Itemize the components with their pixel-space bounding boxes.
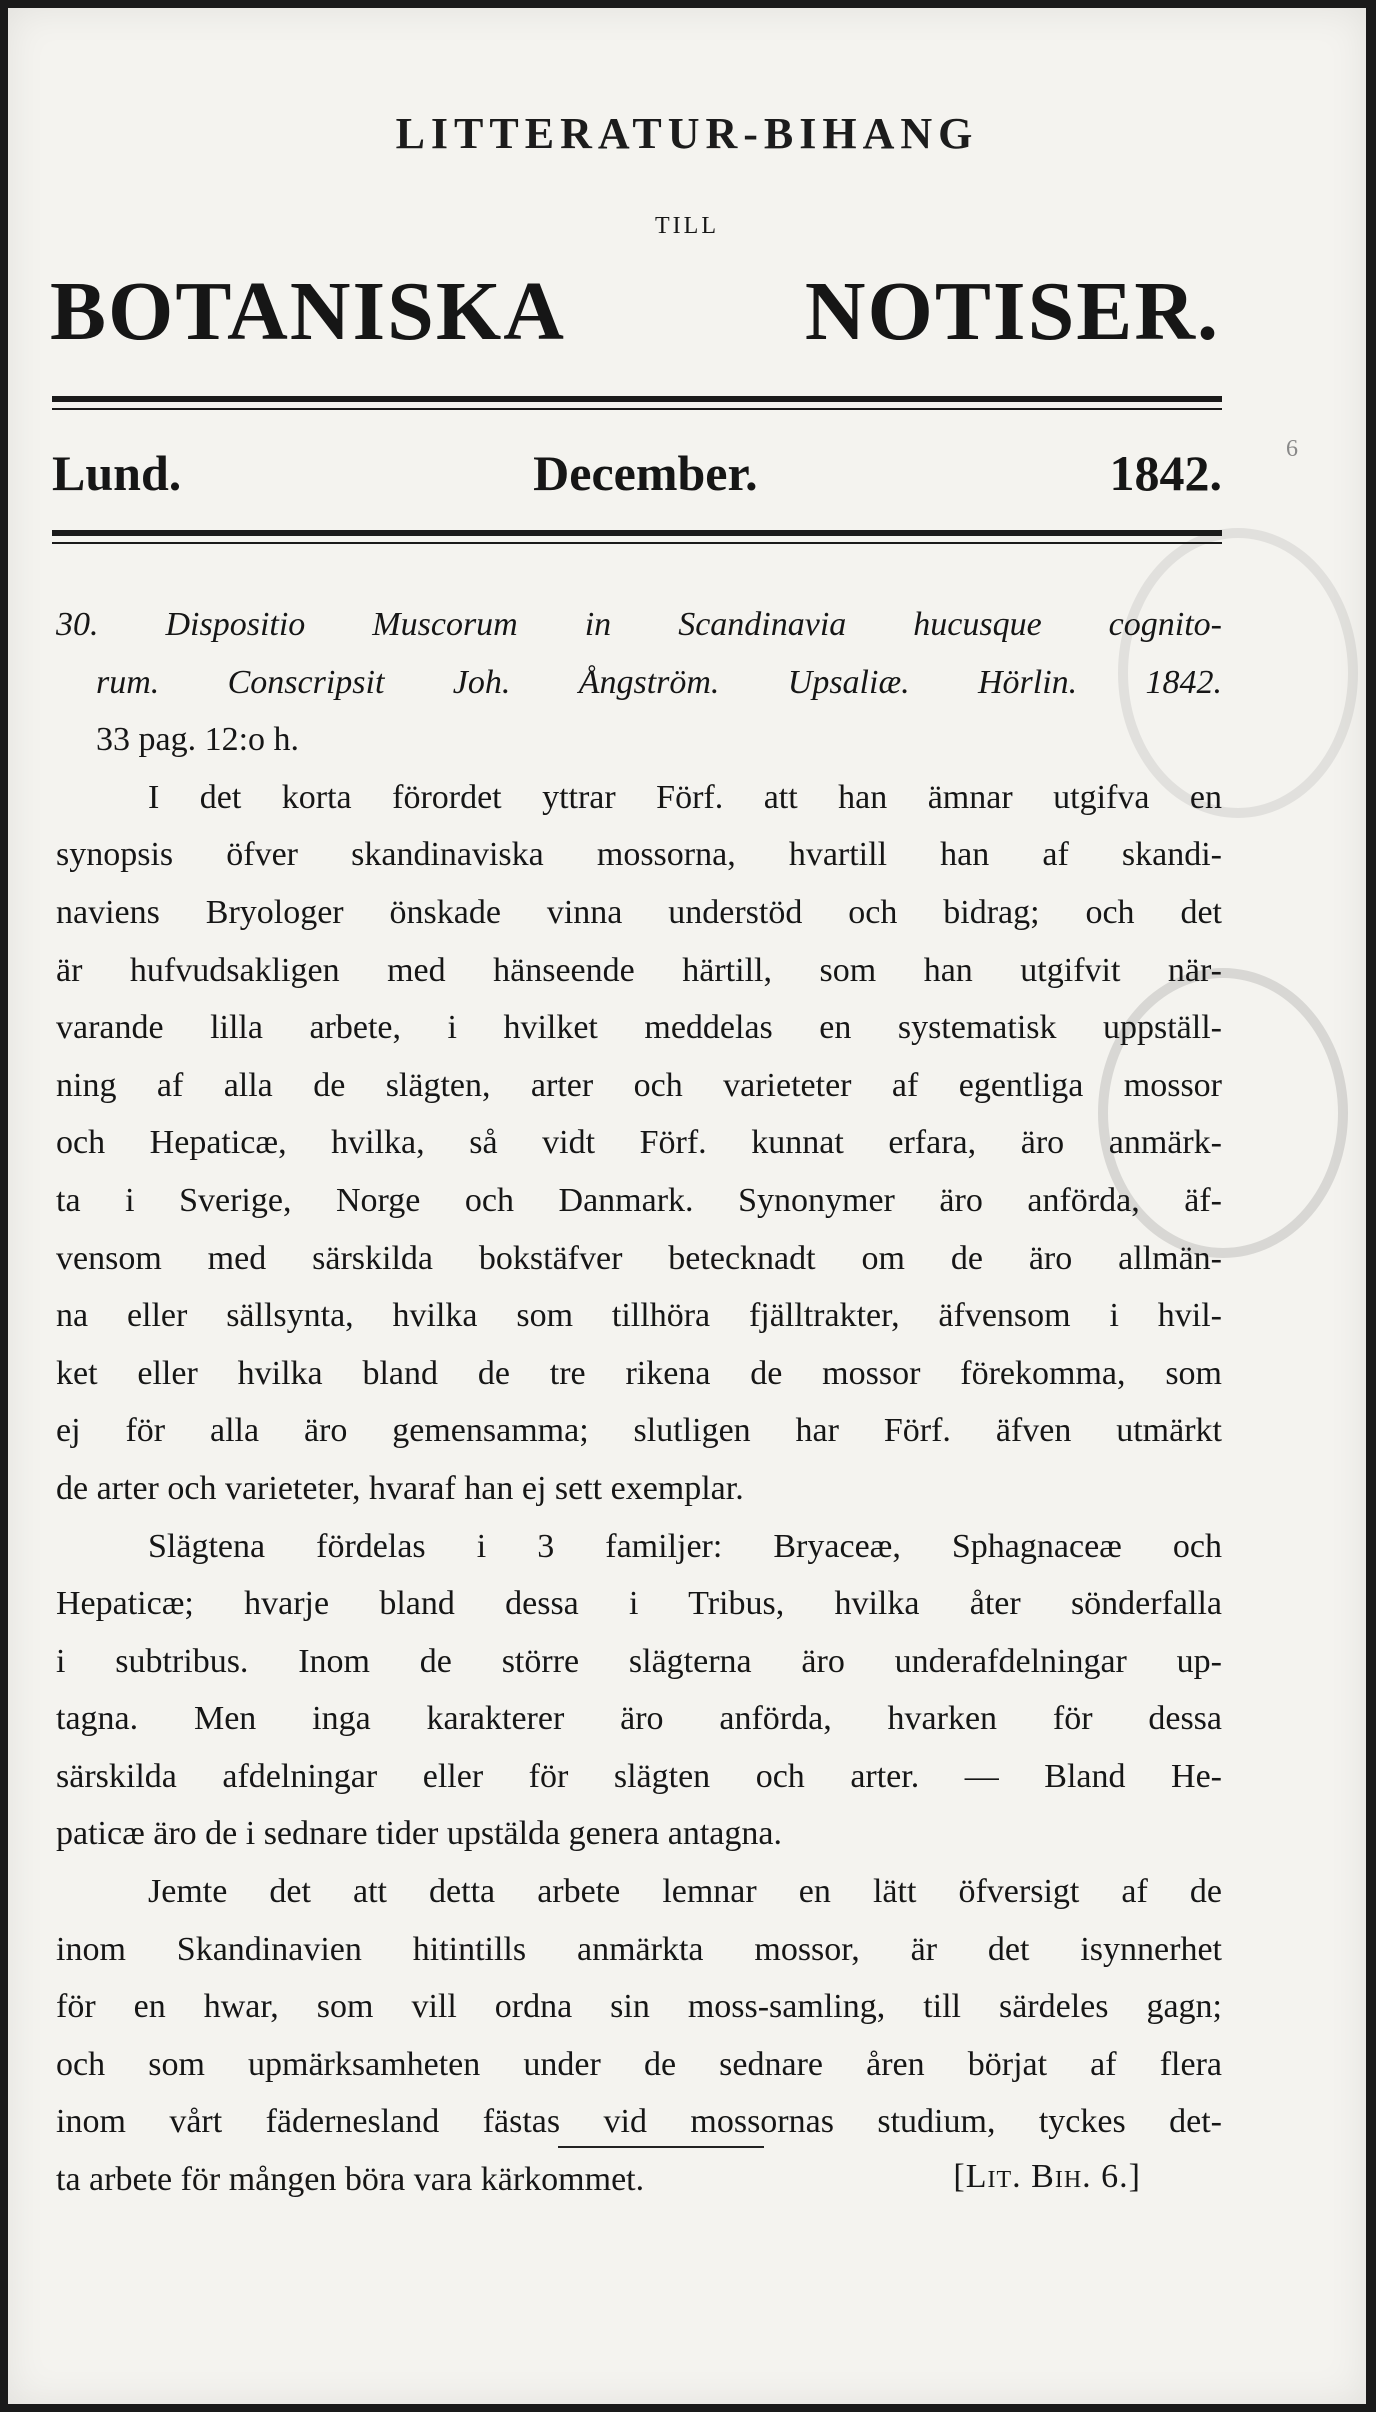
article-line: är hufvudsakligen med hänseende härtill, som han utgifvit när- [56,951,1222,989]
article-line: tagna. Men inga karakterer äro anförda, hvarken för dessa [56,1700,1222,1738]
article-line: ta i Sverige, Norge och Danmark. Synonymer äro anförda, äf- [56,1181,1222,1219]
dateline-rule [52,530,1222,536]
article-line: de arter och varieteter, hvaraf han ej sett exemplar. [56,1469,744,1507]
article-line: inom Skandinavien hitintills anmärkta mossor, är det isynnerhet [56,1930,1222,1968]
masthead: LITTERATUR-BIHANG [395,109,979,158]
article-line: inom vårt fädernesland fästas vid mossornas studium, tyckes det- [56,2103,1222,2141]
article-line: naviens Bryologer önskade vinna understöd och bidrag; och det [56,893,1222,931]
article-line: och Hepaticæ, hvilka, så vidt Förf. kunnat erfara, äro anmärk- [56,1124,1222,1162]
margin-mark: 6 [1286,436,1298,462]
document-page [8,8,1366,2404]
article-line: na eller sällsynta, hvilka som tillhöra fjälltrakter, äfvensom i hvil- [56,1297,1222,1335]
article-body [56,596,1222,2209]
journal-title [50,265,1220,358]
dateline [52,445,1222,501]
article-line: Jemte det att detta arbete lemnar en lätt öfversigt af de [148,1873,1222,1911]
masthead-till: TILL [655,213,719,239]
dateline-month: December. [533,445,758,501]
signature-mark [901,2158,1141,2196]
article-line: rum. Conscripsit Joh. Ångström. Upsaliæ. Hörlin. 1842. [96,663,1222,701]
article-line: i subtribus. Inom de större slägterna äro underafdelningar up- [56,1642,1222,1680]
article-line: och som upmärksamheten under de sednare åren börjat af flera [56,2045,1222,2083]
dateline-year: 1842. [1109,445,1222,501]
article-line: Slägtena fördelas i 3 familjer: Bryaceæ, Sphagnaceæ och [148,1527,1222,1565]
article-line: 33 pag. 12:o h. [96,721,300,759]
article-line: särskilda afdelningar eller för slägten och arter. — Bland He- [56,1757,1222,1795]
article-line: 30. Dispositio Muscorum in Scandinavia hucusque cognito- [56,606,1222,643]
dateline-city: Lund. [52,445,182,501]
article-line: varande lilla arbete, i hvilket meddelas en systematisk uppställ- [56,1009,1222,1047]
article-line: ej för alla äro gemensamma; slutligen har Förf. äfven utmärkt [56,1412,1222,1450]
article-line: vensom med särskilda bokstäfver betecknadt om de äro allmän- [56,1239,1222,1277]
article-line: paticæ äro de i sednare tider upstälda genera antagna. [56,1815,782,1853]
title-rule [52,396,1222,402]
signature-text: [Lit. Bih. 6.] [953,2158,1141,2195]
article-line: I det korta förordet yttrar Förf. att han ämnar utgifva en [148,778,1222,816]
article-line: ket eller hvilka bland de tre rikena de mossor förekomma, som [56,1354,1222,1392]
title-word-2: NOTISER. [804,265,1220,358]
article-line: synopsis öfver skandinaviska mossorna, hvartill han af skandi- [56,836,1222,874]
section-divider [558,2146,764,2148]
title-word-1: BOTANISKA [50,265,566,358]
article-line: för en hwar, som vill ordna sin moss-samling, till särdeles gagn; [56,1988,1222,2026]
article-line: ta arbete för mången böra vara kärkommet. [56,2161,645,2199]
article-line: Hepaticæ; hvarje bland dessa i Tribus, hvilka åter sönderfalla [56,1585,1222,1623]
article-line: ning af alla de slägten, arter och varieteter af egentliga mossor [56,1066,1222,1104]
